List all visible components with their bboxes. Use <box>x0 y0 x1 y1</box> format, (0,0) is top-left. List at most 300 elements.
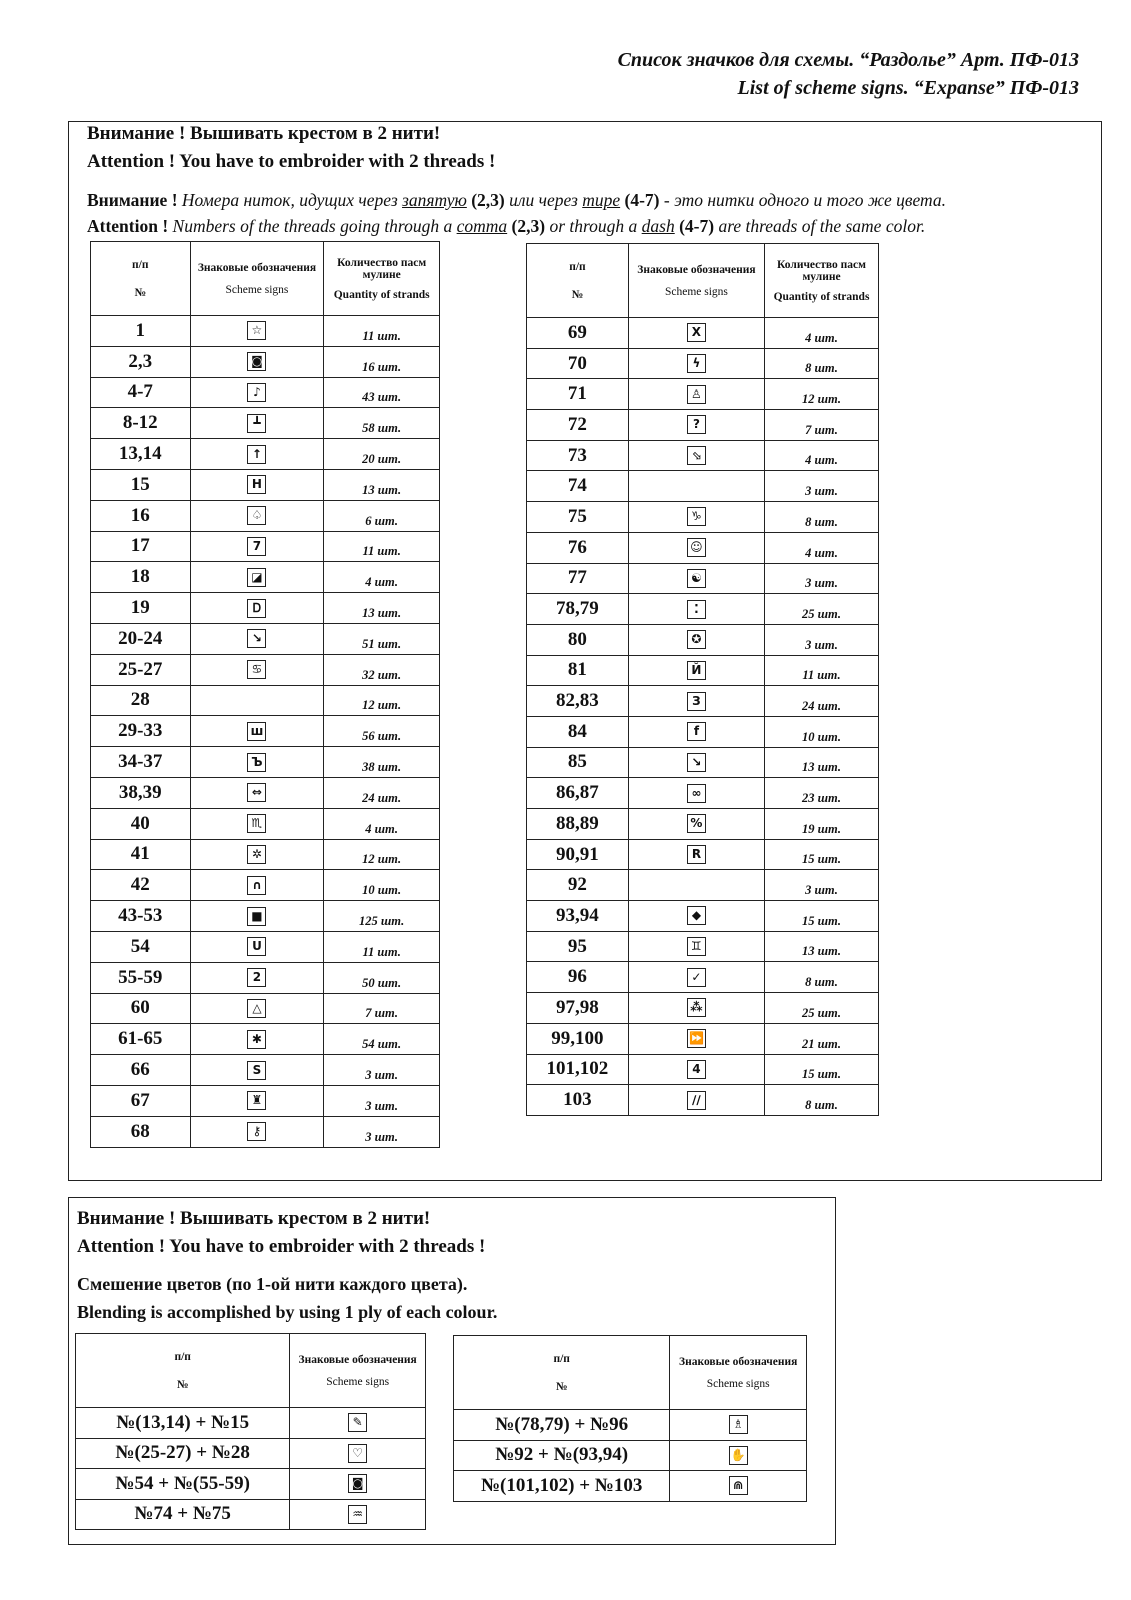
letter-f-icon: f <box>687 722 706 741</box>
row-sign <box>628 563 764 594</box>
row-sign <box>290 1438 426 1469</box>
row-number: 2,3 <box>91 346 191 377</box>
note-ru: Внимание ! Номера ниток, идущих через запятую (2,3) или через тире (4-7) - это нитки одного и того же цвета. <box>87 190 946 210</box>
table-row <box>91 469 440 500</box>
row-number: №74 + №75 <box>76 1499 290 1530</box>
row-number: 13,14 <box>91 439 191 470</box>
letter-u-icon: U <box>247 937 266 956</box>
row-quantity: 51 шт. <box>324 623 440 654</box>
row-sign <box>290 1499 426 1530</box>
row-sign <box>190 777 324 808</box>
table-row <box>454 1471 807 1502</box>
row-quantity: 3 шт. <box>765 563 879 594</box>
row-quantity: 15 шт. <box>765 901 879 932</box>
figure-icon: ♙ <box>687 385 706 404</box>
row-sign <box>628 778 764 809</box>
table-row <box>527 594 879 625</box>
note-en: Attention ! Numbers of the threads going through a comma (2,3) or through a dash (4-7) are threads of the same color. <box>87 216 926 236</box>
row-sign <box>290 1408 426 1439</box>
arrow-up-icon: ↑ <box>247 445 266 464</box>
row-number: 29-33 <box>91 716 191 747</box>
capricorn-icon: ♑ <box>687 507 706 526</box>
table-row <box>527 563 879 594</box>
row-number: 19 <box>91 593 191 624</box>
table-row <box>76 1499 426 1530</box>
row-quantity: 10 шт. <box>324 870 440 901</box>
row-quantity: 15 шт. <box>765 1054 879 1085</box>
row-sign <box>628 1054 764 1085</box>
row-quantity: 32 шт. <box>324 654 440 685</box>
row-number: 40 <box>91 808 191 839</box>
flower-icon: ✲ <box>247 845 266 864</box>
row-number: 103 <box>527 1085 629 1116</box>
row-number: 80 <box>527 624 629 655</box>
row-number: 99,100 <box>527 1023 629 1054</box>
row-number: 95 <box>527 931 629 962</box>
table-row <box>76 1469 426 1500</box>
row-number: 61-65 <box>91 1024 191 1055</box>
table-row <box>527 318 879 349</box>
table-row <box>527 686 879 717</box>
row-number: 55-59 <box>91 962 191 993</box>
four-icon: 4 <box>687 1060 706 1079</box>
attention-en-2: Attention ! You have to embroider with 2 threads ! <box>77 1236 486 1257</box>
table-row <box>527 962 879 993</box>
table-row <box>91 562 440 593</box>
row-sign <box>628 962 764 993</box>
row-quantity: 8 шт. <box>765 1085 879 1116</box>
row-number: 90,91 <box>527 839 629 870</box>
blend-note-ru: Смешение цветов (по 1-ой нити каждого цвета). <box>77 1274 468 1294</box>
row-number: 4-7 <box>91 377 191 408</box>
h-bar-icon: H <box>247 475 266 494</box>
row-quantity: 23 шт. <box>765 778 879 809</box>
row-quantity: 24 шт. <box>765 686 879 717</box>
fast-forward-icon: ⏩ <box>687 1029 706 1048</box>
table-row <box>527 379 879 410</box>
col-header-signs: Знаковые обозначения Scheme signs <box>190 242 324 316</box>
yin-yang-icon: ☯ <box>687 569 706 588</box>
table-row <box>91 716 440 747</box>
row-sign <box>190 931 324 962</box>
eraser-icon: ◆ <box>687 906 706 925</box>
row-quantity: 3 шт. <box>324 1116 440 1147</box>
table-row <box>91 623 440 654</box>
row-number: 96 <box>527 962 629 993</box>
table-row <box>527 1054 879 1085</box>
row-quantity: 11 шт. <box>765 655 879 686</box>
table-row <box>91 901 440 932</box>
row-quantity: 24 шт. <box>324 777 440 808</box>
row-sign <box>190 685 324 716</box>
blend-table-right <box>453 1335 807 1502</box>
row-number: 77 <box>527 563 629 594</box>
row-quantity: 7 шт. <box>324 993 440 1024</box>
col-header-signs: Знаковые обозначения Scheme signs <box>290 1334 426 1408</box>
row-number: 72 <box>527 410 629 441</box>
table-row <box>91 931 440 962</box>
row-number: 34-37 <box>91 747 191 778</box>
row-sign <box>190 747 324 778</box>
row-sign <box>628 348 764 379</box>
hand-icon: ✋ <box>729 1446 748 1465</box>
row-quantity: 13 шт. <box>765 931 879 962</box>
row-number: 85 <box>527 747 629 778</box>
script-d-icon: Ꭰ <box>247 599 266 618</box>
row-sign <box>190 562 324 593</box>
row-number: 73 <box>527 440 629 471</box>
row-sign <box>190 469 324 500</box>
row-quantity: 13 шт. <box>324 593 440 624</box>
col-header-signs: Знаковые обозначения Scheme signs <box>628 244 764 318</box>
row-number: №(78,79) + №96 <box>454 1410 670 1441</box>
col-header-qty: Количество пасм мулине Quantity of strands <box>765 244 879 318</box>
row-number: 42 <box>91 870 191 901</box>
table-row <box>91 839 440 870</box>
cup-icon: ♜ <box>247 1091 266 1110</box>
row-number: 41 <box>91 839 191 870</box>
row-sign <box>190 346 324 377</box>
table-row <box>91 1024 440 1055</box>
row-number: 28 <box>91 685 191 716</box>
key-icon: ⚷ <box>247 1122 266 1141</box>
row-sign <box>190 993 324 1024</box>
letter-i-short-icon: Й <box>687 661 706 680</box>
col-header-qty: Количество пасм мулине Quantity of strands <box>324 242 440 316</box>
row-quantity: 11 шт. <box>324 931 440 962</box>
row-quantity: 3 шт. <box>324 1055 440 1086</box>
wand-icon: ↘ <box>687 753 706 772</box>
arch-icon: ⋒ <box>729 1476 748 1495</box>
table-row <box>91 593 440 624</box>
arrow-down-right-icon: ↘ <box>247 629 266 648</box>
row-number: 66 <box>91 1055 191 1086</box>
row-sign <box>628 655 764 686</box>
infinity-icon: ∞ <box>687 784 706 803</box>
music-note-icon: ♪ <box>247 383 266 402</box>
letter-s-icon: S <box>247 1061 266 1080</box>
row-sign <box>190 1055 324 1086</box>
row-quantity: 58 шт. <box>324 408 440 439</box>
row-sign <box>190 1024 324 1055</box>
table-row <box>527 931 879 962</box>
row-quantity: 7 шт. <box>765 410 879 441</box>
row-quantity: 20 шт. <box>324 439 440 470</box>
target-square-icon: ◙ <box>348 1474 367 1493</box>
col-header-num: п/п № <box>454 1336 670 1410</box>
table-row <box>76 1438 426 1469</box>
row-quantity: 11 шт. <box>324 316 440 347</box>
row-number: 54 <box>91 931 191 962</box>
table-row <box>527 1085 879 1116</box>
stars-icon: ⁂ <box>687 998 706 1017</box>
row-number: 18 <box>91 562 191 593</box>
row-sign <box>628 532 764 563</box>
table-row <box>527 532 879 563</box>
row-number: 67 <box>91 1085 191 1116</box>
col-header-num: п/п № <box>91 242 191 316</box>
row-sign <box>190 1085 324 1116</box>
row-number: 20-24 <box>91 623 191 654</box>
row-sign <box>190 316 324 347</box>
row-quantity: 25 шт. <box>765 594 879 625</box>
row-quantity: 16 шт. <box>324 346 440 377</box>
table-row <box>91 993 440 1024</box>
row-quantity: 12 шт. <box>324 685 440 716</box>
row-sign <box>628 993 764 1024</box>
row-quantity: 25 шт. <box>765 993 879 1024</box>
table-row <box>91 1116 440 1147</box>
row-sign <box>190 839 324 870</box>
row-quantity: 10 шт. <box>765 716 879 747</box>
dots-icon: ⁚ <box>687 600 706 619</box>
table-row <box>527 993 879 1024</box>
row-number: 68 <box>91 1116 191 1147</box>
row-sign <box>628 686 764 717</box>
row-sign <box>628 716 764 747</box>
row-quantity: 8 шт. <box>765 962 879 993</box>
table-row <box>527 348 879 379</box>
row-sign <box>190 962 324 993</box>
pencil-icon: ✎ <box>348 1413 367 1432</box>
attention-en: Attention ! You have to embroider with 2 threads ! <box>87 151 496 172</box>
left-right-arrow-icon: ⇔ <box>247 783 266 802</box>
row-sign <box>628 747 764 778</box>
row-number: 84 <box>527 716 629 747</box>
row-number: №(13,14) + №15 <box>76 1408 290 1439</box>
checkmark-icon: ✓ <box>687 968 706 987</box>
lightning-icon: ϟ <box>687 354 706 373</box>
aquarius-icon: ♒ <box>348 1505 367 1524</box>
asterisk-icon: ✱ <box>247 1030 266 1049</box>
cancer-icon: ♋ <box>247 660 266 679</box>
header-title-en: List of scheme signs. “Expanse” ПФ-013 <box>737 77 1079 99</box>
row-quantity: 56 шт. <box>324 716 440 747</box>
table-row <box>454 1410 807 1441</box>
row-quantity: 11 шт. <box>324 531 440 562</box>
table-row <box>91 1055 440 1086</box>
table-row <box>527 809 879 840</box>
row-number: 17 <box>91 531 191 562</box>
row-quantity: 21 шт. <box>765 1023 879 1054</box>
table-row <box>91 870 440 901</box>
table-row <box>527 839 879 870</box>
row-quantity: 12 шт. <box>324 839 440 870</box>
two-icon: 2 <box>247 968 266 987</box>
row-sign <box>190 1116 324 1147</box>
table-row <box>91 808 440 839</box>
row-number: 93,94 <box>527 901 629 932</box>
row-number: 70 <box>527 348 629 379</box>
table-row <box>527 655 879 686</box>
row-number: 74 <box>527 471 629 502</box>
row-sign <box>190 623 324 654</box>
row-quantity: 125 шт. <box>324 901 440 932</box>
row-sign <box>628 1023 764 1054</box>
wave-icon: ∩ <box>247 876 266 895</box>
row-sign <box>190 901 324 932</box>
table-row <box>527 471 879 502</box>
table-row <box>91 777 440 808</box>
table-row <box>91 500 440 531</box>
row-quantity: 50 шт. <box>324 962 440 993</box>
signs-table-right <box>526 243 879 1116</box>
letter-z-icon: З <box>687 692 706 711</box>
row-quantity: 13 шт. <box>324 469 440 500</box>
row-sign <box>628 502 764 533</box>
row-number: 16 <box>91 500 191 531</box>
row-quantity: 8 шт. <box>765 348 879 379</box>
row-number: №54 + №(55-59) <box>76 1469 290 1500</box>
row-sign <box>628 410 764 441</box>
table-row <box>527 502 879 533</box>
half-filled-icon: ◪ <box>247 568 266 587</box>
row-quantity: 3 шт. <box>765 624 879 655</box>
row-quantity: 15 шт. <box>765 839 879 870</box>
row-number: 71 <box>527 379 629 410</box>
row-quantity: 4 шт. <box>324 562 440 593</box>
triangle-icon: △ <box>247 999 266 1018</box>
row-number: 97,98 <box>527 993 629 1024</box>
table-row <box>527 624 879 655</box>
scorpio-icon: ♏ <box>247 814 266 833</box>
table-row <box>91 962 440 993</box>
row-number: 101,102 <box>527 1054 629 1085</box>
row-number: 60 <box>91 993 191 1024</box>
table-row <box>91 316 440 347</box>
row-quantity: 4 шт. <box>765 532 879 563</box>
table-row <box>527 778 879 809</box>
row-number: 8-12 <box>91 408 191 439</box>
row-quantity: 6 шт. <box>324 500 440 531</box>
row-number: 75 <box>527 502 629 533</box>
row-quantity: 38 шт. <box>324 747 440 778</box>
row-sign <box>670 1471 807 1502</box>
row-sign <box>290 1469 426 1500</box>
row-quantity: 8 шт. <box>765 502 879 533</box>
row-quantity: 12 шт. <box>765 379 879 410</box>
inverted-t-icon: ┻ <box>247 414 266 433</box>
row-number: 15 <box>91 469 191 500</box>
circle-star-icon: ✪ <box>687 630 706 649</box>
row-number: №(25-27) + №28 <box>76 1438 290 1469</box>
row-quantity: 3 шт. <box>765 870 879 901</box>
blend-table-left <box>75 1333 426 1530</box>
table-row <box>91 439 440 470</box>
row-quantity: 13 шт. <box>765 747 879 778</box>
row-number: 25-27 <box>91 654 191 685</box>
gemini-icon: ♊ <box>687 937 706 956</box>
row-sign <box>670 1440 807 1471</box>
letter-sha-icon: ш <box>247 722 266 741</box>
row-quantity: 3 шт. <box>765 471 879 502</box>
table-row <box>76 1408 426 1439</box>
row-number: 1 <box>91 316 191 347</box>
x-icon: X <box>687 323 706 342</box>
row-number: 76 <box>527 532 629 563</box>
row-sign <box>190 716 324 747</box>
row-sign <box>628 318 764 349</box>
row-number: №92 + №(93,94) <box>454 1440 670 1471</box>
spade-icon: ♤ <box>247 506 266 525</box>
row-number: №(101,102) + №103 <box>454 1471 670 1502</box>
table-row <box>91 654 440 685</box>
row-sign <box>670 1410 807 1441</box>
row-sign <box>628 1085 764 1116</box>
row-sign <box>190 531 324 562</box>
letter-hard-sign-icon: Ъ <box>247 753 266 772</box>
table-row <box>91 1085 440 1116</box>
row-quantity: 4 шт. <box>324 808 440 839</box>
signs-table-left <box>90 241 440 1148</box>
table-row <box>91 408 440 439</box>
double-slash-icon: ∕∕ <box>687 1091 706 1110</box>
blend-note-en: Blending is accomplished by using 1 ply of each colour. <box>77 1302 498 1322</box>
table-row <box>527 440 879 471</box>
check-arrow-icon: ⬂ <box>687 446 706 465</box>
quarter-circle-icon: ◙ <box>247 352 266 371</box>
row-number: 69 <box>527 318 629 349</box>
row-sign <box>628 379 764 410</box>
table-row <box>91 685 440 716</box>
row-quantity: 4 шт. <box>765 318 879 349</box>
table-row <box>91 531 440 562</box>
row-number: 38,39 <box>91 777 191 808</box>
row-sign <box>190 654 324 685</box>
heart-icon: ♡ <box>348 1444 367 1463</box>
row-sign <box>628 809 764 840</box>
row-sign <box>628 931 764 962</box>
row-sign <box>190 500 324 531</box>
header-title-ru: Список значков для схемы. “Раздолье” Арт. ПФ-013 <box>617 49 1079 71</box>
row-sign <box>190 808 324 839</box>
smiley-icon: ☺ <box>687 538 706 557</box>
table-row <box>527 716 879 747</box>
table-row <box>527 870 879 901</box>
candle-icon: ♗ <box>729 1415 748 1434</box>
table-row <box>527 410 879 441</box>
col-header-num: п/п № <box>527 244 629 318</box>
table-row <box>91 747 440 778</box>
row-sign <box>190 439 324 470</box>
letter-r-icon: R <box>687 845 706 864</box>
table-row <box>527 1023 879 1054</box>
attention-ru: Внимание ! Вышивать крестом в 2 нити! <box>87 123 441 144</box>
row-quantity: 54 шт. <box>324 1024 440 1055</box>
row-sign <box>628 594 764 625</box>
row-sign <box>628 624 764 655</box>
row-sign <box>190 408 324 439</box>
row-sign <box>628 901 764 932</box>
page-header <box>618 46 1079 102</box>
row-number: 78,79 <box>527 594 629 625</box>
star-icon: ☆ <box>247 321 266 340</box>
filled-square-icon: ■ <box>247 907 266 926</box>
percent-icon: % <box>687 814 706 833</box>
col-header-num: п/п № <box>76 1334 290 1408</box>
row-sign <box>628 471 764 502</box>
table-row <box>527 901 879 932</box>
row-quantity: 19 шт. <box>765 809 879 840</box>
row-sign <box>628 440 764 471</box>
table-row <box>91 377 440 408</box>
row-quantity: 3 шт. <box>324 1085 440 1116</box>
row-number: 92 <box>527 870 629 901</box>
row-number: 86,87 <box>527 778 629 809</box>
row-number: 88,89 <box>527 809 629 840</box>
row-quantity: 4 шт. <box>765 440 879 471</box>
row-number: 81 <box>527 655 629 686</box>
